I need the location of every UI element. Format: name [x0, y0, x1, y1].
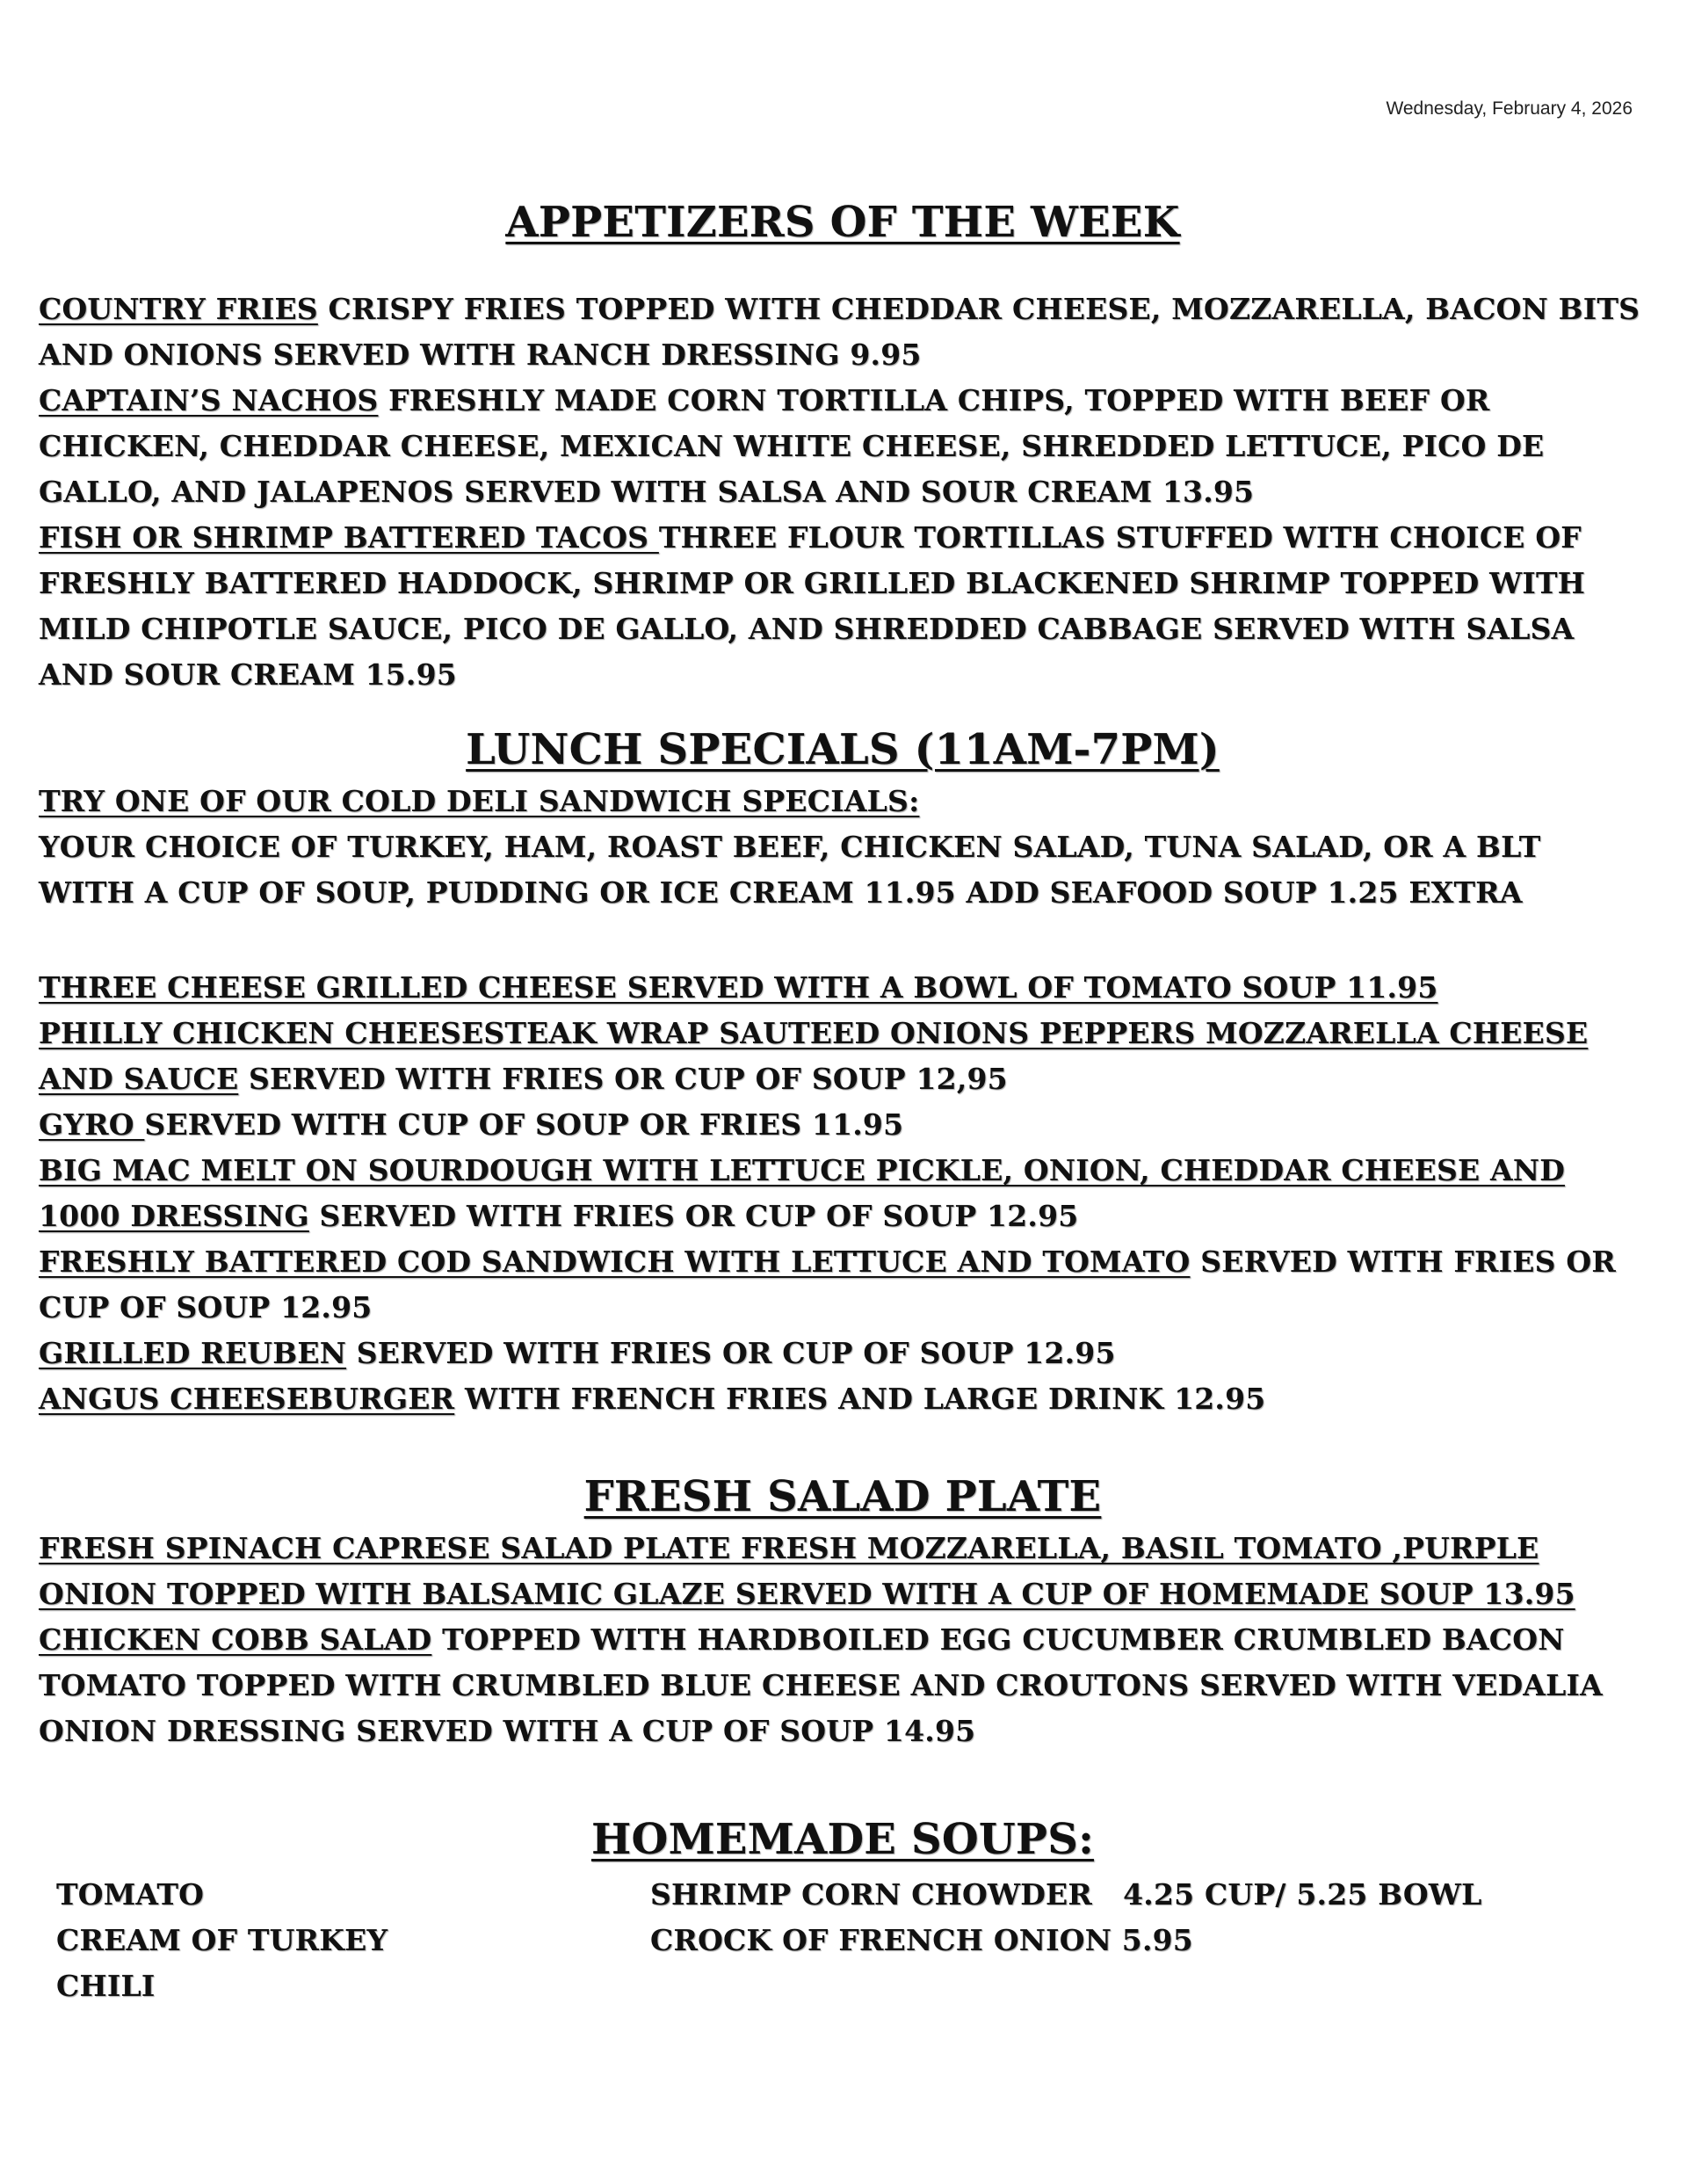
menu-item [39, 1011, 1647, 1102]
menu-item [39, 1102, 1647, 1148]
item-description: SERVED WITH FRIES OR CUP OF SOUP 12.95 [346, 1336, 1116, 1370]
menu-item [39, 1148, 1647, 1239]
salad-section [39, 1468, 1647, 1754]
item-description: CRISPY FRIES TOPPED WITH CHEDDAR CHEESE, MOZZARELLA, BACON BITS AND ONIONS SERVED WITH RANCH DRESSING 9.95 [39, 292, 1640, 372]
menu-date: Wednesday, February 4, 2026 [1386, 98, 1633, 119]
menu-item [39, 1376, 1647, 1422]
soups-column-right [619, 1872, 1647, 2009]
deli-heading: TRY ONE OF OUR COLD DELI SANDWICH SPECIALS: [39, 784, 920, 818]
soup-item: CHILI [56, 1969, 156, 2003]
soups-list [39, 1872, 1647, 2009]
item-description: SERVED WITH FRIES OR CUP OF SOUP 12,95 [238, 1062, 1008, 1096]
item-name: CAPTAIN’S NACHOS [39, 383, 379, 417]
lunch-title: LUNCH SPECIALS (11AM-7PM) [466, 725, 1220, 774]
item-name: GYRO [39, 1107, 145, 1142]
item-name: THREE CHEESE GRILLED CHEESE SERVED WITH A BOWL OF TOMATO SOUP 11.95 [39, 970, 1438, 1005]
item-name: FRESHLY BATTERED COD SANDWICH WITH LETTUCE AND TOMATO [39, 1244, 1191, 1279]
appetizers-section [39, 193, 1647, 698]
item-description: SERVED WITH CUP OF SOUP OR FRIES 11.95 [144, 1107, 904, 1142]
item-name: PHILLY CHICKEN CHEESESTEAK WRAP SAUTEED ONIONS PEPPERS MOZZARELLA CHEESE AND SAUCE [39, 1016, 1589, 1096]
item-description: THREE FLOUR TORTILLAS STUFFED WITH CHOICE OF FRESHLY BATTERED HADDOCK, SHRIMP OR GRILLED BLACKENED SHRIMP TOPPED WITH MILD CHIPOTLE SAUCE, PICO DE GALLO, AND SHREDDED CABBAGE SERVED WITH SALSA AND SOUR CREAM 15.95 [39, 520, 1586, 692]
deli-description: YOUR CHOICE OF TURKEY, HAM, ROAST BEEF, CHICKEN SALAD, TUNA SALAD, OR A BLT WITH A CUP OF SOUP, PUDDING OR ICE CREAM 11.95 ADD SEAFOOD SOUP 1.25 EXTRA [39, 830, 1541, 910]
salad-title: FRESH SALAD PLATE [583, 1472, 1102, 1521]
item-name: ANGUS CHEESEBURGER [39, 1382, 455, 1416]
menu-item [39, 1617, 1647, 1754]
item-description: SERVED WITH FRIES OR CUP OF SOUP 12.95 [39, 1244, 1616, 1324]
item-description: WITH FRENCH FRIES AND LARGE DRINK 12.95 [454, 1382, 1266, 1416]
menu-item [39, 1239, 1647, 1331]
item-name: GRILLED REUBEN [39, 1336, 347, 1370]
soup-item: CROCK OF FRENCH ONION 5.95 [650, 1923, 1193, 1957]
menu-item [39, 515, 1647, 698]
appetizers-title: APPETIZERS OF THE WEEK [505, 198, 1180, 247]
item-description: TOPPED WITH HARDBOILED EGG CUCUMBER CRUMBLED BACON TOMATO TOPPED WITH CRUMBLED BLUE CHEESE AND CROUTONS SERVED WITH VEDALIA ONION DRESSING SERVED WITH A CUP OF SOUP 14.95 [39, 1622, 1603, 1748]
soup-item: TOMATO [56, 1877, 205, 1912]
soups-column-left [39, 1872, 619, 2009]
item-description: FRESHLY MADE CORN TORTILLA CHIPS, TOPPED WITH BEEF OR CHICKEN, CHEDDAR CHEESE, MEXICAN WHITE CHEESE, SHREDDED LETTUCE, PICO DE GALLO, AND JALAPENOS SERVED WITH SALSA AND SOUR CREAM 13.95 [39, 383, 1545, 509]
menu-item [39, 965, 1647, 1011]
menu-item [39, 378, 1647, 515]
item-name: BIG MAC MELT ON SOURDOUGH WITH LETTUCE PICKLE, ONION, CHEDDAR CHEESE AND 1000 DRESSING [39, 1153, 1566, 1233]
soup-item: SHRIMP CORN CHOWDER 4.25 CUP/ 5.25 BOWL [650, 1877, 1482, 1912]
menu-item [39, 1526, 1647, 1617]
soups-section [39, 1810, 1647, 2009]
item-name: FISH OR SHRIMP BATTERED TACOS [39, 520, 659, 555]
lunch-section [39, 721, 1647, 1422]
item-description: SERVED WITH FRIES OR CUP OF SOUP 12.95 [308, 1199, 1079, 1233]
item-name: CHICKEN COBB SALAD [39, 1622, 432, 1657]
item-name: FRESH SPINACH CAPRESE SALAD PLATE FRESH MOZZARELLA, BASIL TOMATO ,PURPLE ONION TOPPED WITH BALSAMIC GLAZE SERVED WITH A CUP OF HOMEMADE SOUP 13.95 [39, 1531, 1575, 1611]
soups-title: HOMEMADE SOUPS: [591, 1815, 1094, 1864]
item-name: COUNTRY FRIES [39, 292, 318, 326]
menu-item [39, 1331, 1647, 1376]
menu-item [39, 287, 1647, 378]
soup-item: CREAM OF TURKEY [56, 1923, 388, 1957]
